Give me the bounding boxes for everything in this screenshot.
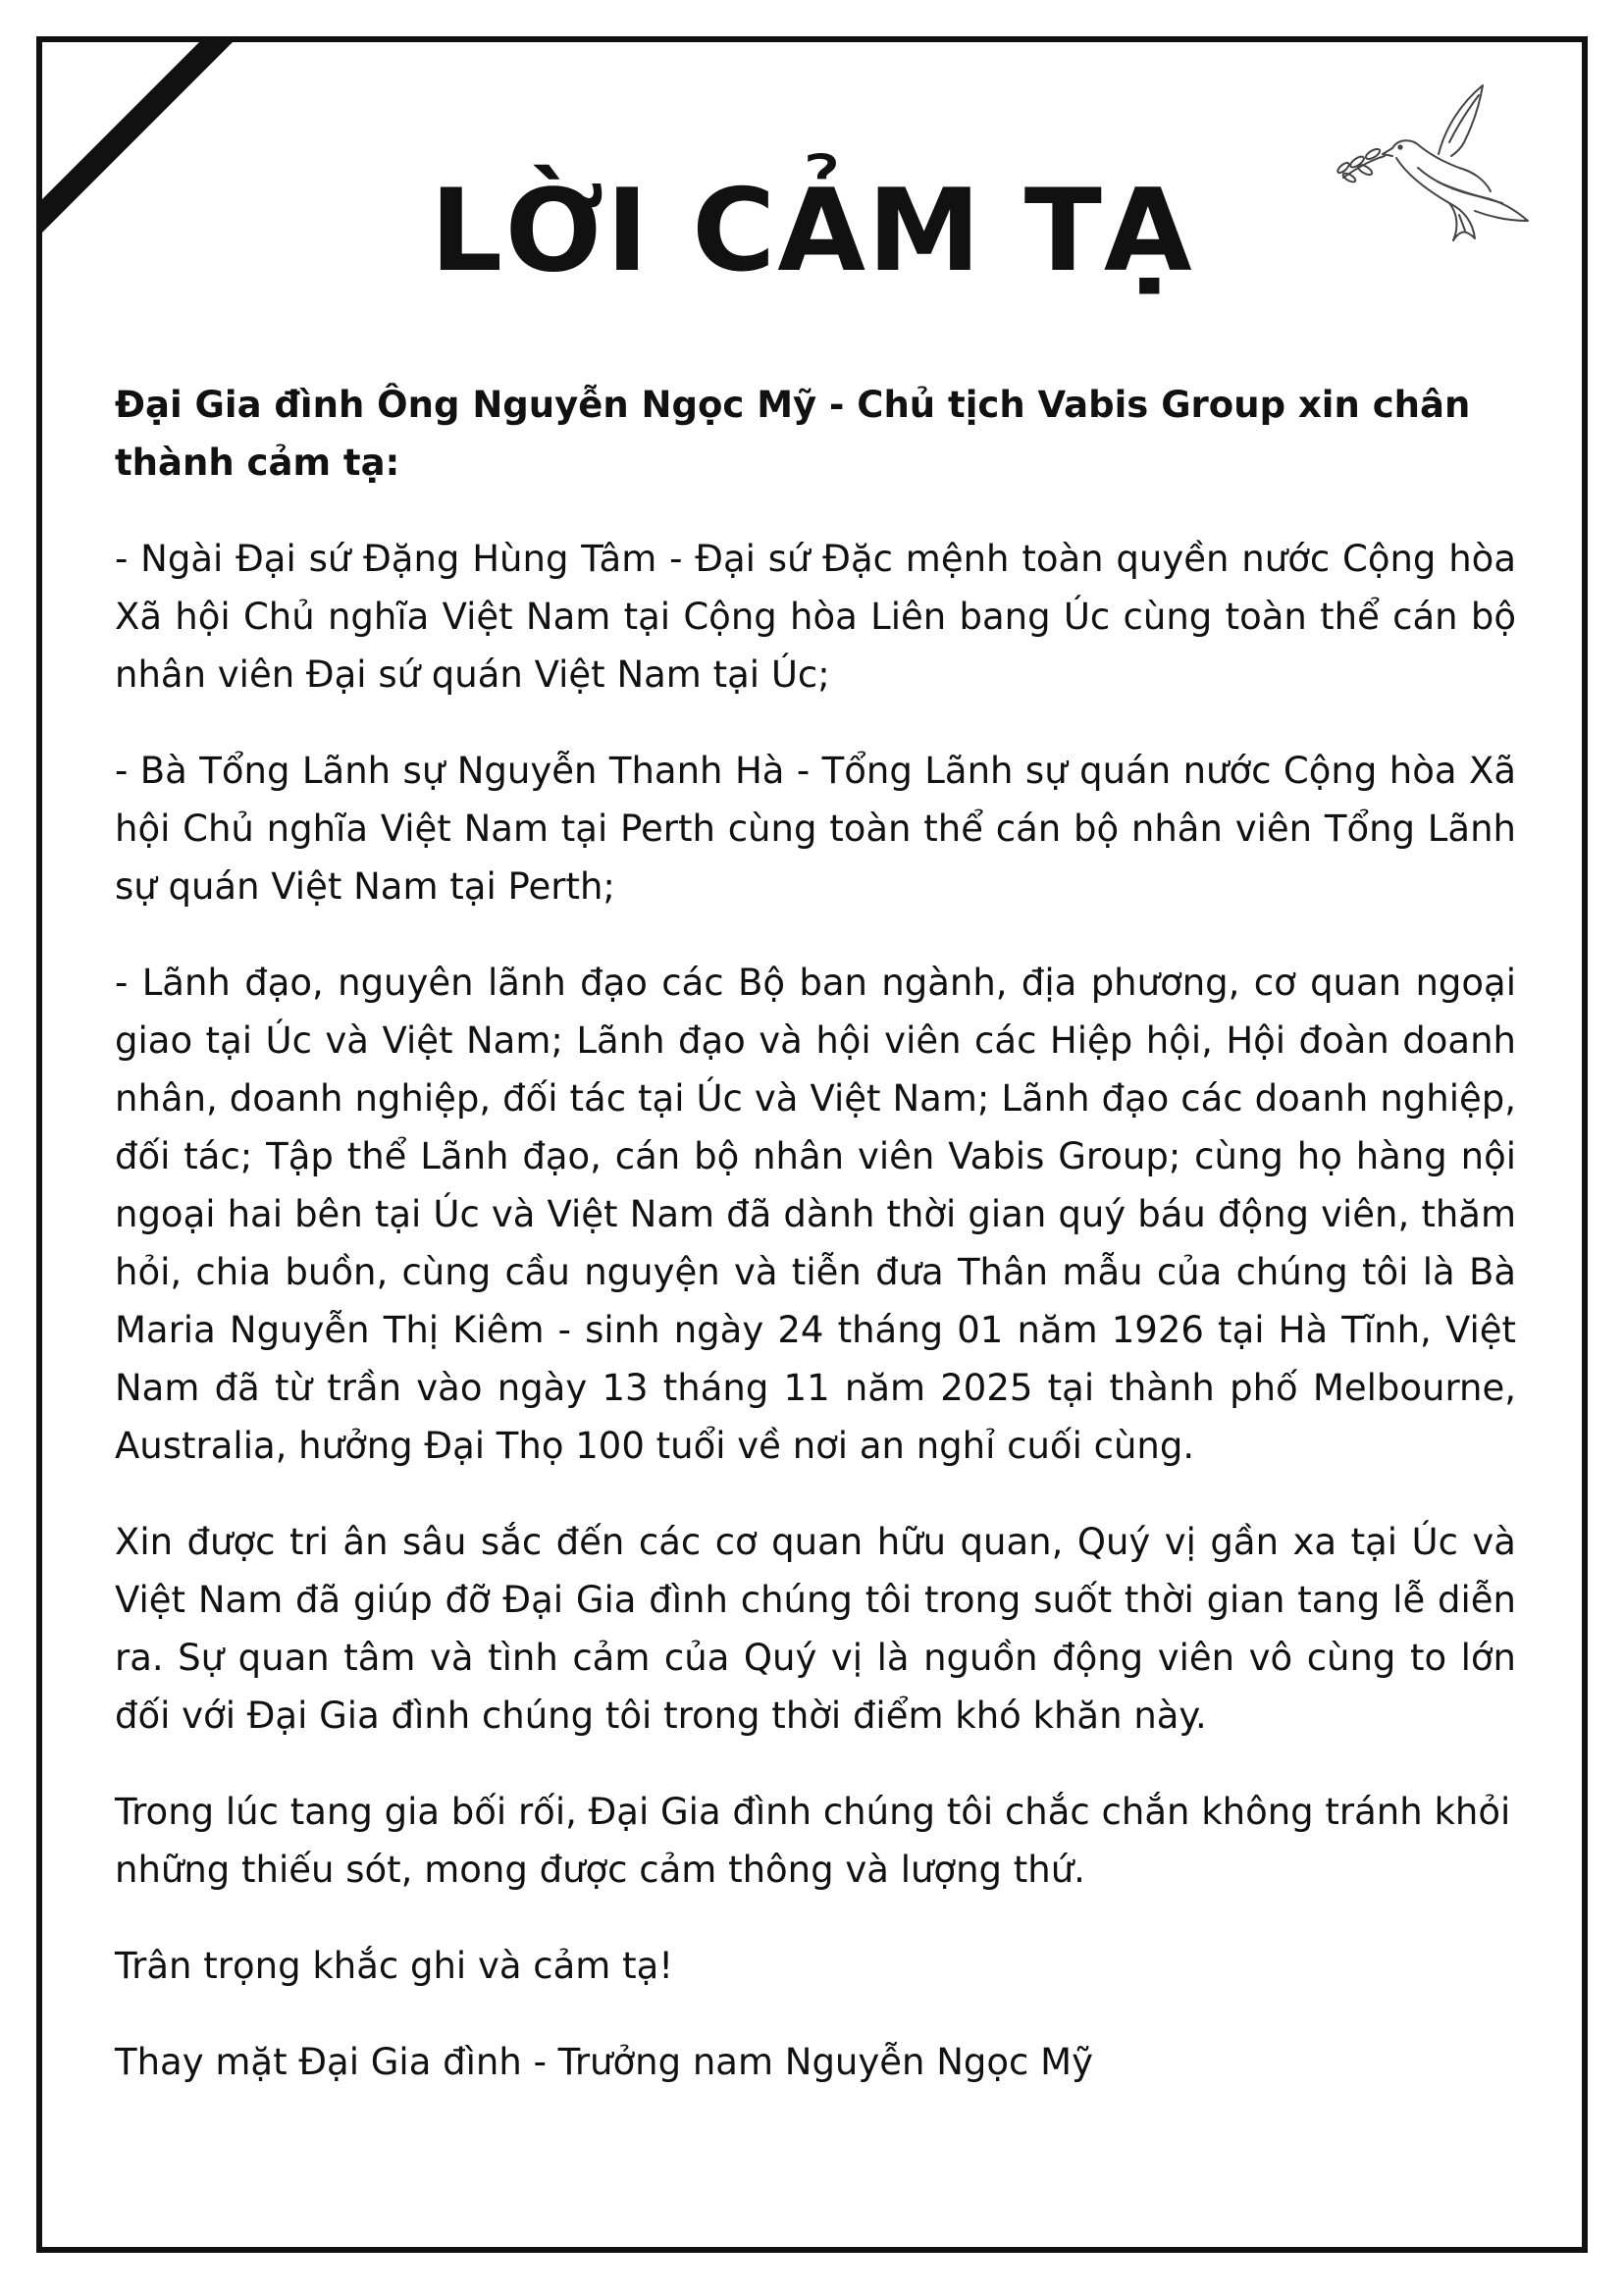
page-frame xyxy=(36,36,1588,2253)
paragraph-consul-general: - Bà Tổng Lãnh sự Nguyễn Thanh Hà - Tổng Lãnh sự quán nước Cộng hòa Xã hội Chủ nghĩa Việt Nam tại Perth cùng toàn thể cán bộ nhân viên Tổng Lãnh sự quán Việt Nam tại Perth; xyxy=(115,750,1516,908)
paragraph-gratitude: Xin được tri ân sâu sắc đến các cơ quan hữu quan, Quý vị gần xa tại Úc và Việt Nam đã giúp đỡ Đại Gia đình chúng tôi trong suốt thời gian tang lễ diễn ra. Sự quan tâm và tình cảm của Quý vị là nguồn động viên vô cùng to lớn đối với Đại Gia đình chúng tôi trong thời điểm khó khăn này. xyxy=(115,1521,1516,1737)
letter-body xyxy=(115,376,1516,2129)
intro-paragraph: Đại Gia đình Ông Nguyễn Ngọc Mỹ - Chủ tịch Vabis Group xin chân thành cảm tạ: xyxy=(115,384,1471,484)
paragraph-leaders-and-family: - Lãnh đạo, nguyên lãnh đạo các Bộ ban ngành, địa phương, cơ quan ngoại giao tại Úc và Việt Nam; Lãnh đạo và hội viên các Hiệp hội, Hội đoàn doanh nhân, doanh nghiệp, đối tác tại Úc và Việt Nam; Lãnh đạo các doanh nghiệp, đối tác; Tập thể Lãnh đạo, cán bộ nhân viên Vabis Group; cùng họ hàng nội ngoại hai bên tại Úc và Việt Nam đã dành thời gian quý báu động viên, thăm hỏi, chia buồn, cùng cầu nguyện và tiễn đưa Thân mẫu của chúng tôi là Bà Maria Nguyễn Thị Kiêm - sinh ngày 24 tháng 01 năm 1926 tại Hà Tĩnh, Việt Nam đã từ trần vào ngày 13 tháng 11 năm 2025 tại thành phố Melbourne, Australia, hưởng Đại Thọ 100 tuổi về nơi an nghỉ cuối cùng. xyxy=(115,962,1516,1467)
closing-line: Trân trọng khắc ghi và cảm tạ! xyxy=(115,1945,674,1987)
paragraph-apology: Trong lúc tang gia bối rối, Đại Gia đình chúng tôi chắc chắn không tránh khỏi những thiếu sót, mong được cảm thông và lượng thứ. xyxy=(115,1791,1511,1891)
signature-line: Thay mặt Đại Gia đình - Trưởng nam Nguyễn Ngọc Mỹ xyxy=(115,2041,1093,2083)
page-title: LỜI CẢM TẠ xyxy=(430,165,1194,297)
paragraph-ambassador: - Ngài Đại sứ Đặng Hùng Tâm - Đại sứ Đặc mệnh toàn quyền nước Cộng hòa Xã hội Chủ nghĩa Việt Nam tại Cộng hòa Liên bang Úc cùng toàn thể cán bộ nhân viên Đại sứ quán Việt Nam tại Úc; xyxy=(115,538,1516,696)
